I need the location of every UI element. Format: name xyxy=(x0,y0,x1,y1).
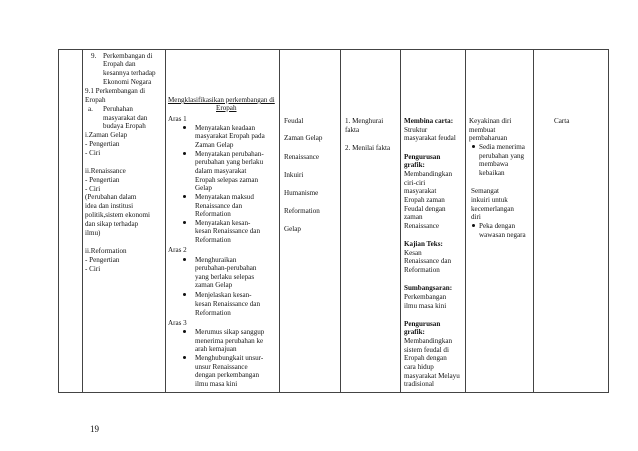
note-line: idea dan institusi xyxy=(85,202,134,210)
item-number: 9. xyxy=(91,52,97,60)
outcome-line: zaman Gelap xyxy=(195,281,233,289)
outcome-line: Menyatakan kesan- xyxy=(195,219,251,227)
skill-line: 2. Menilai fakta xyxy=(345,144,391,152)
outcome-line: arah kemajuan xyxy=(195,345,237,353)
skills-column xyxy=(341,50,401,393)
activity-line: sistem feudal di xyxy=(404,346,449,354)
value-line: membuat xyxy=(469,126,496,134)
outcome-line: Gelap xyxy=(195,184,212,192)
outcomes-title: Eropah xyxy=(216,104,237,112)
outcome-line: perubahan yang berlaku xyxy=(195,158,264,166)
activity-line: Membandingkan xyxy=(404,170,453,178)
bullet-icon xyxy=(183,356,186,359)
note-line: ilmu) xyxy=(85,229,101,237)
value-line: kebaikan xyxy=(479,169,505,177)
activity-heading: grafik: xyxy=(404,161,425,169)
outcome-line: Renaissance dan xyxy=(195,202,243,210)
bullet-icon xyxy=(472,145,475,148)
bullet-icon xyxy=(183,126,186,129)
page-number: 19 xyxy=(90,424,99,434)
term: Humanisme xyxy=(284,189,319,197)
activity-line: cara hidup xyxy=(404,363,434,371)
outcome-line: dalam masyarakat xyxy=(195,167,247,175)
list-item: - Ciri xyxy=(85,149,101,157)
outcome-line: kesan Renaissance dan xyxy=(195,227,261,235)
item-title-line: Ekonomi Negara xyxy=(103,78,152,86)
outcome-line: Menyatakan keadaan xyxy=(195,124,256,132)
skill-line: 1. Menghurai xyxy=(345,117,384,125)
bullet-icon xyxy=(183,293,186,296)
activity-heading: Kajian Teks: xyxy=(404,240,443,248)
outcome-line: kesan Renaissance dan xyxy=(195,300,261,308)
list-item: - Ciri xyxy=(85,265,101,273)
terms-column xyxy=(280,50,341,393)
term: Reformation xyxy=(284,207,320,215)
bullet-icon xyxy=(472,224,475,227)
value-line: membawa xyxy=(479,160,509,168)
level-label: Aras 1 xyxy=(168,115,187,123)
term: Gelap xyxy=(284,225,301,233)
bullet-icon xyxy=(183,195,186,198)
subpoint-line: masyarakat dan xyxy=(103,114,148,122)
term: Zaman Gelap xyxy=(284,134,323,142)
activities-column xyxy=(401,50,466,393)
activity-line: Reformation xyxy=(404,266,440,274)
outcomes-column xyxy=(166,50,280,393)
activity-heading: Pengurusan xyxy=(404,320,441,328)
subpoint-line: budaya Eropah xyxy=(103,122,146,130)
outcome-line: Reformation xyxy=(195,236,231,244)
activity-line: Eropah dengan xyxy=(404,354,447,362)
activity-line: zaman xyxy=(404,213,423,221)
outcome-line: Menyatakan perubahan- xyxy=(195,150,264,158)
lesson-plan-table xyxy=(58,49,609,393)
blank-column xyxy=(59,50,83,393)
outcomes-title: Mengklasifikasikan perkembangan di xyxy=(168,96,275,104)
subpoint-label: a. xyxy=(88,105,93,113)
outcome-line: unsur Renaissance xyxy=(195,363,248,371)
value-line: inkuiri untuk xyxy=(471,196,508,204)
activity-line: Perkembangan xyxy=(404,293,447,301)
term: Inkuiri xyxy=(284,171,304,179)
bullet-icon xyxy=(183,152,186,155)
activity-line: ciri-ciri xyxy=(404,179,426,187)
value-line: Keyakinan diri xyxy=(469,117,512,125)
outcome-line: menerima perubahan ke xyxy=(195,337,264,345)
value-line: diri xyxy=(471,213,481,221)
activity-line: masyarakat Melayu xyxy=(404,372,460,380)
item-title-line: Perkembangan di xyxy=(103,52,153,60)
activity-line: Renaissance xyxy=(404,222,440,230)
note-line: dan sikap terhadap xyxy=(85,220,139,228)
activity-line: Struktur xyxy=(404,126,428,134)
section-heading: ii.Reformation xyxy=(85,247,127,255)
subtopic-title: 9.1 Perkembangan di xyxy=(85,87,146,95)
outcome-line: yang berlaku selepas xyxy=(195,273,255,281)
term: Feudal xyxy=(284,117,304,125)
bullet-icon xyxy=(183,258,186,261)
value-line: perubahan yang xyxy=(479,152,525,160)
item-title-line: kesannya terhadap xyxy=(103,69,156,77)
skill-line: fakta xyxy=(345,126,360,134)
outcome-line: dengan perkembangan xyxy=(195,371,260,379)
outcome-line: Zaman Gelap xyxy=(195,141,234,149)
outcome-line: Menghuraikan xyxy=(195,256,237,264)
outcome-line: perubahan-perubahan xyxy=(195,264,257,272)
outcome-line: Reformation xyxy=(195,309,231,317)
activity-heading: Pengurusan xyxy=(404,153,441,161)
aids-column xyxy=(534,50,609,393)
outcome-line: Menjelaskan kesan- xyxy=(195,291,252,299)
activity-line: Feudal dengan xyxy=(404,205,446,213)
value-line: kecemerlangan xyxy=(471,205,514,213)
activity-line: Renaissance dan xyxy=(404,257,452,265)
section-heading: ii.Renaissance xyxy=(85,167,126,175)
activity-line: masyarakat feudal xyxy=(404,134,456,142)
term: Renaissance xyxy=(284,153,320,161)
aid-text: Carta xyxy=(554,117,570,125)
section-heading: i.Zaman Gelap xyxy=(85,131,128,139)
outcome-line: ilmu masa kini xyxy=(195,380,238,388)
activity-line: Kesan xyxy=(404,249,422,257)
activity-heading: Membina carta: xyxy=(404,117,454,125)
list-item: - Pengertian xyxy=(85,140,120,148)
outcome-line: Eropah selepas zaman xyxy=(195,176,259,184)
note-line: (Perubahan dalam xyxy=(85,193,137,201)
activity-line: masyarakat xyxy=(404,187,437,195)
subpoint-line: Peruhahan xyxy=(103,105,133,113)
value-line: Peka dengan xyxy=(479,222,516,230)
bullet-icon xyxy=(183,330,186,333)
level-label: Aras 3 xyxy=(168,319,187,327)
outcome-line: Menyatakan maksud xyxy=(195,193,254,201)
activity-line: Membandingkan xyxy=(404,337,453,345)
bullet-icon xyxy=(183,221,186,224)
list-item: - Pengertian xyxy=(85,176,120,184)
outcome-line: masyarakat Eropah pada xyxy=(195,132,265,140)
value-line: Sedia menerima xyxy=(479,143,525,151)
level-label: Aras 2 xyxy=(168,246,187,254)
item-title-line: Eropah dan xyxy=(103,60,136,68)
list-item: - Ciri xyxy=(85,185,101,193)
activity-heading: grafik: xyxy=(404,328,425,336)
value-line: Semangat xyxy=(471,187,499,195)
activity-heading: Sumbangsaran: xyxy=(404,284,453,292)
subtopic-title: Eropah xyxy=(85,96,106,104)
content-column xyxy=(83,50,166,393)
list-item: - Pengertian xyxy=(85,256,120,264)
values-column xyxy=(466,50,534,393)
note-line: politik,sistem ekonomi xyxy=(85,211,151,219)
value-line: wawasan negara xyxy=(479,231,526,239)
outcome-line: Reformation xyxy=(195,210,231,218)
value-line: pembaharuan xyxy=(469,134,508,142)
activity-line: Eropah zaman xyxy=(404,196,445,204)
activity-line: ilmu masa kini xyxy=(404,302,447,310)
outcome-line: Merumus sikap sanggup xyxy=(195,328,265,336)
activity-line: tradisional xyxy=(404,380,434,388)
outcome-line: Menghubungkait unsur- xyxy=(195,354,264,362)
